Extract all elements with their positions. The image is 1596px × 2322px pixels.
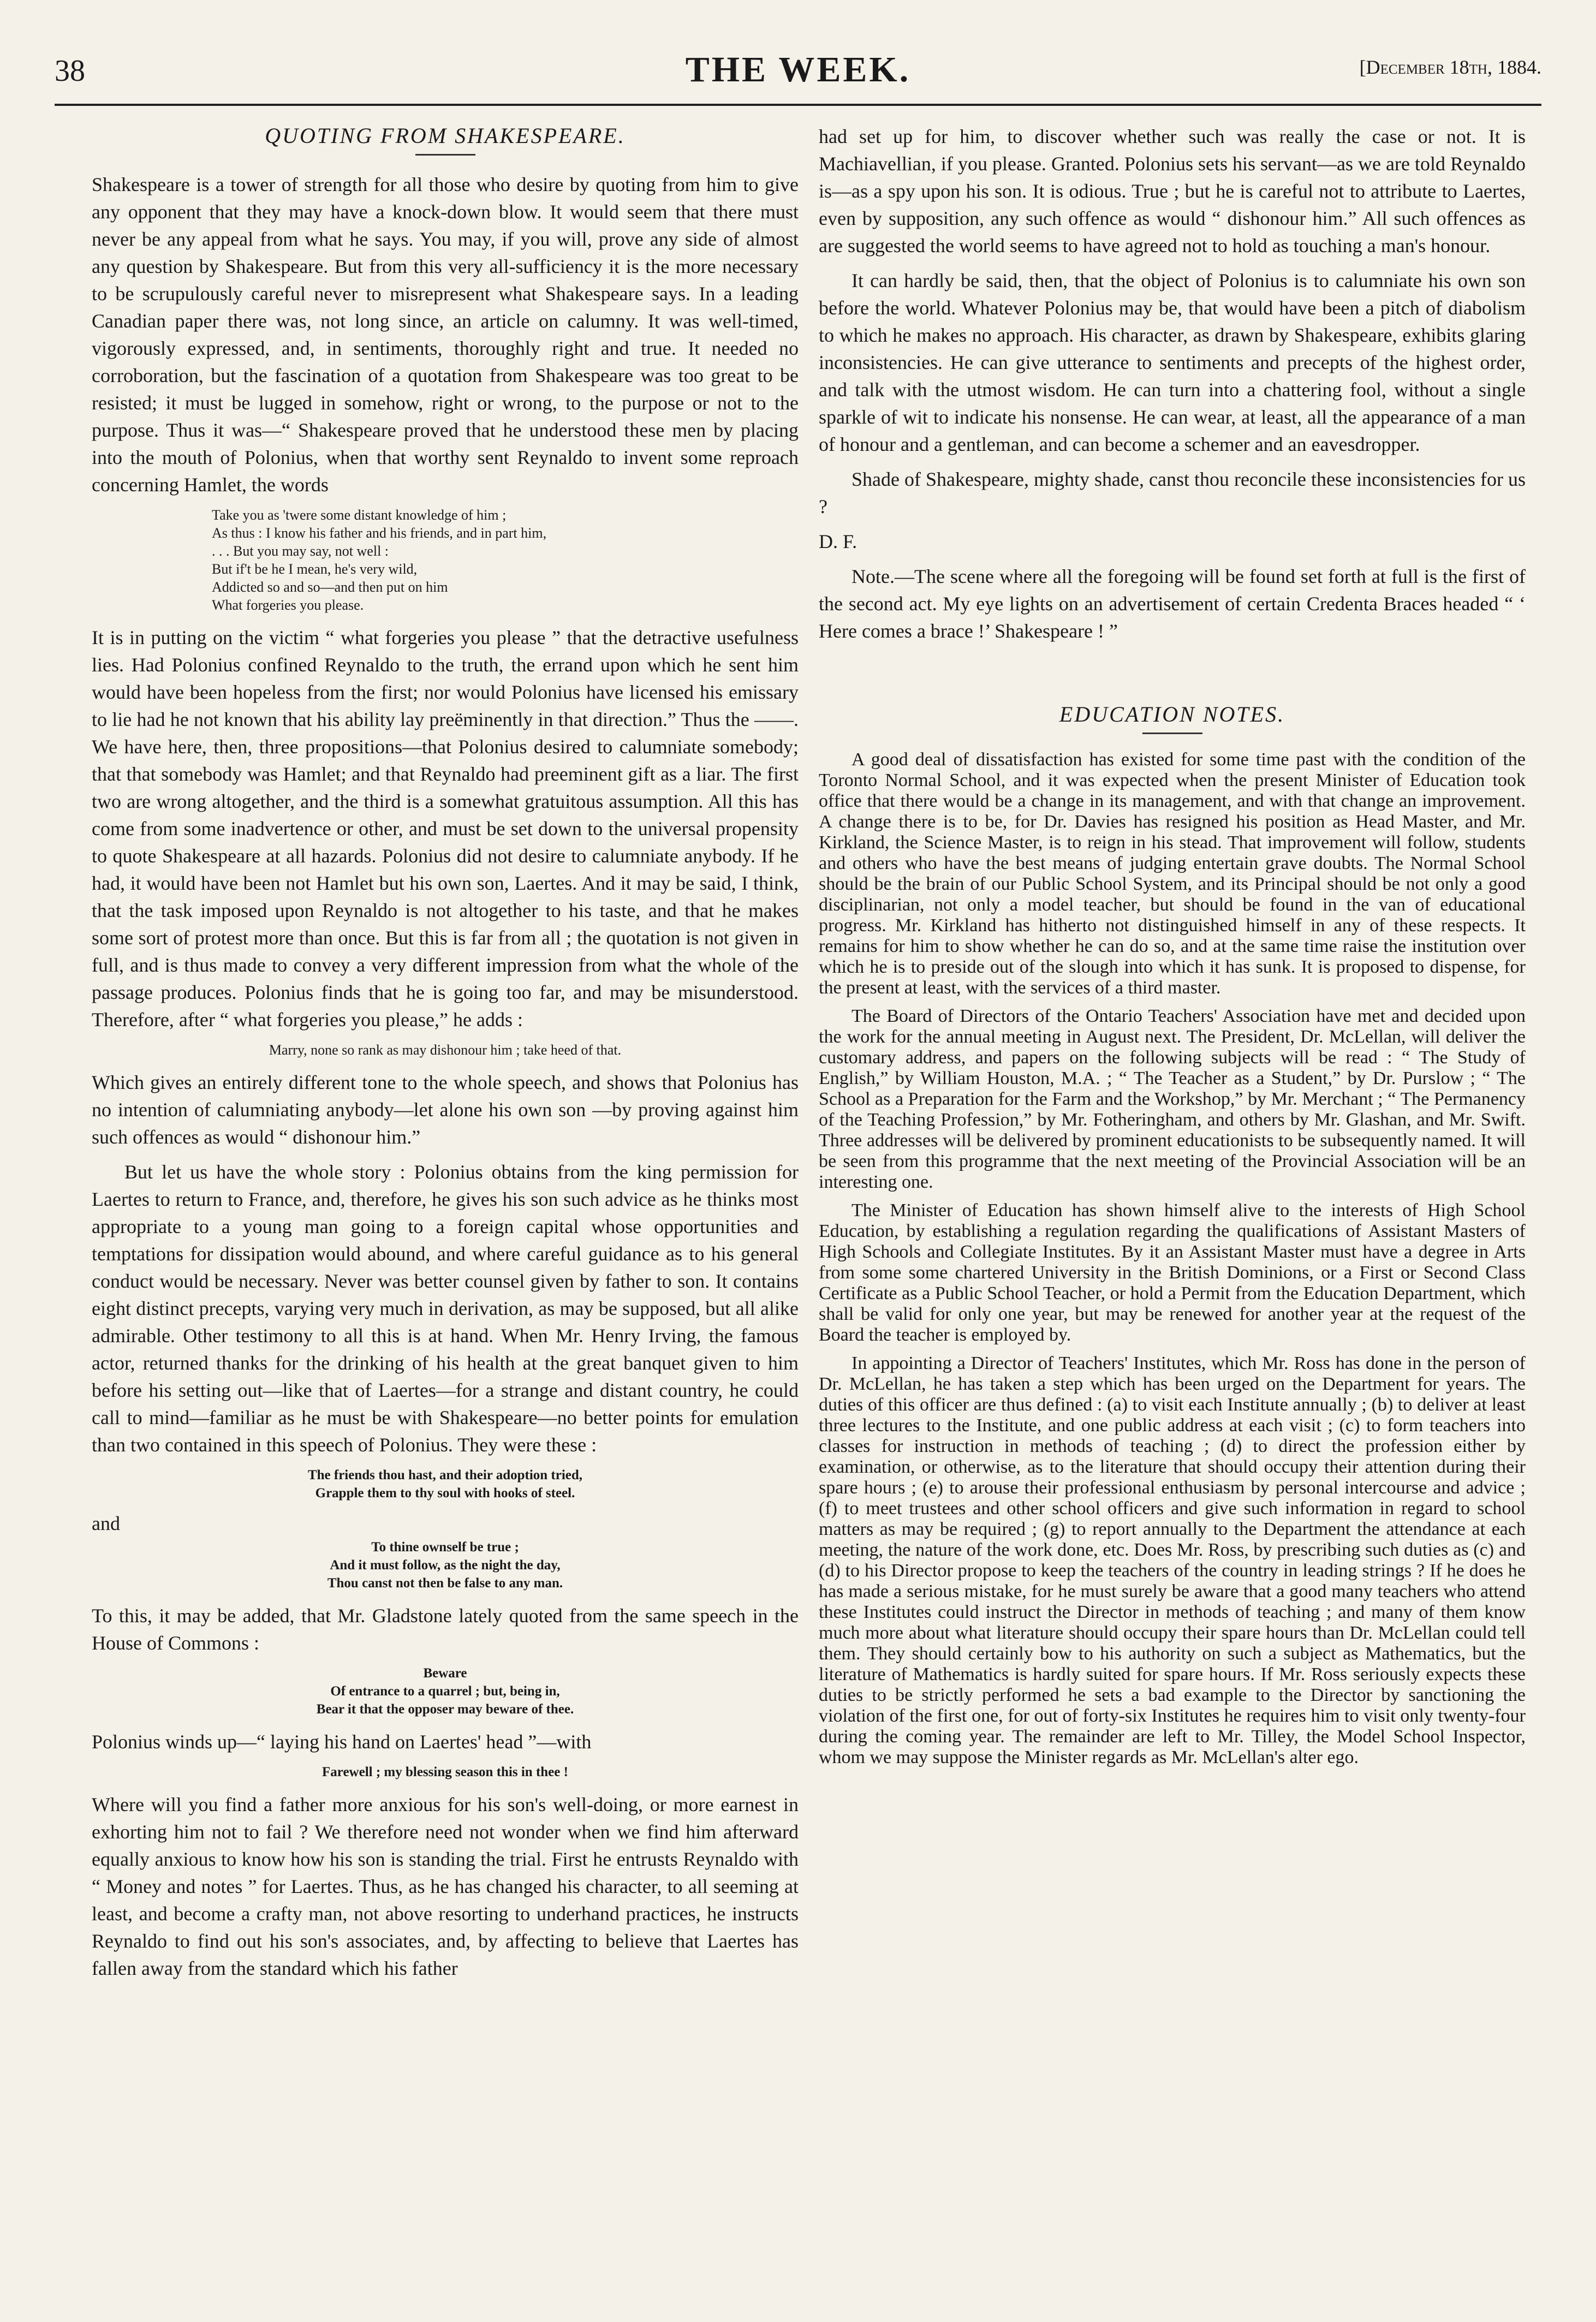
verse-line: The friends thou hast, and their adoption tried, bbox=[307, 1468, 583, 1482]
paragraph: Shakespeare is a tower of strength for all those who desire by quoting from him to give any opponent that they may have a knock-down blow. It would seem that there must never be any appeal from what he says. You may, if you will, prove any side of almost any question by Shakespeare. But from this very all-sufficiency it is the more necessary to be scrupulously careful never to misrepresent what Shakespeare says. In a leading Canadian paper there was, not long since, an article on calumny. It was well-timed, vigorously expressed, and, in sentiments, thoroughly right and true. It needed no corroboration, but the fascination of a quotation from Shakespeare was too great to be resisted; it must be lugged in somehow, right or wrong, to the purpose or not to the purpose. Thus it was—“ Shakespeare proved that he understood these men by placing into the mouth of Polonius, when that worthy sent Reynaldo to invent some reproach concerning Hamlet, the words bbox=[92, 174, 799, 496]
right-column bbox=[819, 123, 1526, 1776]
paragraph: It can hardly be said, then, that the object of Polonius is to calumniate his own son before the world. Whatever Polonius may be, that would have been a pitch of diabolism to which he makes no approach. His character, as drawn by Shakespeare, exhibits glaring inconsistencies. He can give utterance to sentiments and precepts of the highest order, and talk with the utmost wisdom. He can turn into a chattering fool, without a single sparkle of wit to indicate his nonsense. He can wear, at least, all the appearance of a man of honour and a gentleman, and can become a schemer and an eavesdropper. bbox=[819, 270, 1526, 455]
paragraph: But let us have the whole story : Polonius obtains from the king permission for Laertes to return to France, and, therefore, he gives his son such advice as he thinks most appropriate to a young man going to a foreign capital whose opportunities and temptations for dissipation would abound, and where careful guidance as to his general conduct would be necessary. Never was better counsel given by father to son. It contains eight distinct precepts, varying very much in derivation, as may be supposed, but all alike admirable. Other testimony to all this is at hand. When Mr. Henry Irving, the famous actor, returned thanks for the drinking of his health at the great banquet given to him before his setting out—like that of Laertes—for a strange and distant country, he could call to mind—familiar as he must be with Shakespeare—no better points for emulation than two contained in this speech of Polonius. They were these : bbox=[92, 1161, 799, 1456]
issue-date: [December 18th, 1884. bbox=[1359, 56, 1541, 78]
journal-title: THE WEEK. bbox=[685, 50, 911, 90]
verse-line: . . . But you may say, not well : bbox=[212, 543, 389, 559]
header-rule bbox=[55, 104, 1541, 106]
verse-line: Thou canst not then be false to any man. bbox=[327, 1576, 563, 1591]
paragraph: It is in putting on the victim “ what forgeries you please ” that the detractive usefulness lies. Had Polonius confined Reynaldo to the truth, the errand upon which he sent him would have been hopeless from the first; nor would Polonius have licensed his emissary to lie had he not known that his ability lay preëminently in that direction.” Thus the ——. We have here, then, three propositions—that Polonius desired to calumniate somebody; that that somebody was Hamlet; and that Reynaldo had preeminent gift as a liar. The first two are wrong altogether, and the third is a somewhat gratuitous assumption. All this has come from some inadvertence or other, and must be set down to the universal propensity to quote Shakespeare at all hazards. Polonius did not desire to calumniate anybody. If he had, it would have been not Hamlet but his own son, Laertes. And it may be said, I think, that the task imposed upon Reynaldo is not altogether to his taste, and that he makes some sort of protest more than once. But this is far from all ; the quotation is not given in full, and is thus made to convey a very different impression from what the whole of the passage produces. Polonius finds that he is going too far, and may be misunderstood. Therefore, after “ what forgeries you please,” he adds : bbox=[92, 627, 799, 1031]
quotation-block bbox=[92, 1466, 799, 1502]
page-header bbox=[55, 49, 1541, 98]
quotation-block bbox=[92, 1041, 799, 1059]
left-column bbox=[92, 123, 799, 1990]
paragraph: In appointing a Director of Teachers' Institutes, which Mr. Ross has done in the person of Dr. McLellan, he has taken a step which has been urged on the Department for years. The duties of this officer are thus defined : (a) to visit each Institute annually ; (b) to deliver at least three lectures to the Institute, and one public address at each visit ; (c) to form teachers into classes for instruction in methods of teaching ; (d) to direct the profession either by examination, or otherwise, as to the literature that should occupy their attention during their spare hours ; (e) to arouse their professional enthusiasm by personal intercourse and advice ; (f) to meet trustees and other school officers and give such information in regard to school matters as may be required ; (g) to report annually to the Department the attendance at each meeting, the nature of the work done, etc. Does Mr. Ross, by prescribing such duties as (c) and (d) to his Director propose to keep the teachers of the country in leading strings ? If he does he has made a serious mistake, for he must surely be aware that a good many teachers who attend these Institutes could instruct the Director in methods of teaching ; and many of them know much more about what literature should occupy their spare hours than Dr. McLellan could tell them. They should certainly bow to his authority on such a subject as Mathematics, but the literature of Mathematics is hardly suited for spare hours. If Mr. Ross seriously expects these duties to be strictly performed he sets a bad example to the Director by sanctioning the violation of the first one, for out of forty-six Institutes he requires him to visit only twenty-four during the coming year. The remainder are left to Mr. Tilley, the Model School Inspector, whom we may suppose the Minister regards as Mr. McLellan's alter ego. bbox=[819, 1353, 1526, 1767]
article-title-quoting: QUOTING FROM SHAKESPEARE. bbox=[265, 123, 626, 148]
verse-line: Marry, none so rank as may dishonour him ; take heed of that. bbox=[269, 1042, 622, 1058]
verse-line: As thus : I know his father and his friends, and in part him, bbox=[212, 525, 547, 541]
title-rule bbox=[415, 154, 475, 156]
paragraph: The Board of Directors of the Ontario Teachers' Association have met and decided upon the work for the annual meeting in August next. The President, Dr. McLellan, will deliver the customary address, and papers on the following subjects will be read : “ The Study of English,” by William Houston, M.A. ; “ The Teacher as a Student,” by Dr. Purslow ; “ The School as a Preparation for the Farm and the Workshop,” by Mr. Merchant ; “ The Permanency of the Teaching Profession,” by Mr. Fotheringham, and others by Mr. Glashan, and Mr. Swift. Three addresses will be delivered by prominent educationists to be subsequently named. It will be seen from this programme that the next meeting of the Provincial Association will be an interesting one. bbox=[819, 1006, 1526, 1192]
verse-line: Beware bbox=[423, 1666, 467, 1681]
verse-line: Addicted so and so—and then put on him bbox=[212, 579, 448, 595]
paragraph: had set up for him, to discover whether such was really the case or not. It is Machiavellian, if you please. Granted. Polonius sets his servant—as we are told Reynaldo is—as a spy upon his son. It is odious. True ; but he is careful not to attribute to Laertes, even by supposition, any such offence as would “ dishonour him.” All such offences as are suggested the world seems to have agreed not to hold as touching a man's honour. bbox=[819, 126, 1526, 257]
paragraph: Polonius winds up—“ laying his hand on Laertes' head ”—with bbox=[92, 1731, 592, 1753]
quotation-block bbox=[92, 1664, 799, 1718]
quotation-block bbox=[92, 1538, 799, 1592]
article-title-education: EDUCATION NOTES. bbox=[1059, 702, 1285, 727]
paragraph: Shade of Shakespeare, mighty shade, canst thou reconcile these inconsistencies for us ? bbox=[819, 468, 1526, 517]
paragraph: The Minister of Education has shown himself alive to the interests of High School Education, by establishing a regulation regarding the qualifications of Assistant Masters of High Schools and Collegiate Institutes. By it an Assistant Master must have a degree in Arts from some some chartered University in the British Dominions, or a First or Second Class Certificate as a Public School Teacher, or hold a Permit from the Education Department, which shall be valid for only one year, but may be renewed for another year at the request of the Board the teacher is employed by. bbox=[819, 1200, 1526, 1345]
note-paragraph: Note.—The scene where all the foregoing will be found set forth at full is the first of the second act. My eye lights on an advertisement of certain Credenta Braces headed “ ‘ Here comes a brace !’ Shakespeare ! ” bbox=[819, 565, 1526, 642]
verse-line: Of entrance to a quarrel ; but, being in, bbox=[330, 1684, 560, 1699]
author-signature: D. F. bbox=[819, 531, 857, 552]
paragraph: To this, it may be added, that Mr. Gladstone lately quoted from the same speech in the House of Commons : bbox=[92, 1605, 799, 1654]
verse-line: Bear it that the opposer may beware of thee. bbox=[316, 1702, 574, 1717]
paragraph: A good deal of dissatisfaction has existed for some time past with the condition of the Toronto Normal School, and it was expected when the present Minister of Education took office that there would be a change in its management, and with that change an improvement. A change there is to be, for Dr. Davies has resigned his position as Head Master, and Mr. Kirkland, the Science Master, is to reign in his stead. That improvement will follow, students and others who have the best means of judging entertain grave doubts. The Normal School should be the brain of our Public School System, and its Principal should be not only a good disciplinarian, not only a model teacher, but should be found in the van of educational progress. Mr. Kirkland has hitherto not distinguished himself in any of these respects. It remains for him to show whether he can do so, and at the same time raise the institution over which he is to preside out of the slough into which it has sunk. It is proposed to dispense, for the present at least, with the services of a third master. bbox=[819, 749, 1526, 998]
verse-line: What forgeries you please. bbox=[212, 597, 364, 613]
paragraph: Where will you find a father more anxious for his son's well-doing, or more earnest in exhorting him not to fail ? We therefore need not wonder when we find him afterward equally anxious to know how his son is standing the trial. First he entrusts Reynaldo with “ Money and notes ” for Laertes. Thus, as he has changed his character, to all seeming at least, and become a crafty man, not above resorting to underhand practices, he instructs Reynaldo to find out his son's associates, and, by affecting to believe that Laertes has fallen away from the standard which his father bbox=[92, 1794, 799, 1979]
quotation-block bbox=[92, 506, 799, 614]
verse-line: Farewell ; my blessing season this in thee ! bbox=[322, 1765, 568, 1779]
verse-line: And it must follow, as the night the day, bbox=[330, 1558, 561, 1573]
paragraph: Which gives an entirely different tone to the whole speech, and shows that Polonius has no intention of calumniating anybody—let alone his own son —by proving against him such offences as would “ dishonour him.” bbox=[92, 1071, 799, 1148]
page-number: 38 bbox=[55, 54, 85, 88]
connective-and: and bbox=[92, 1513, 120, 1534]
quotation-block bbox=[92, 1763, 799, 1781]
verse-line: Take you as 'twere some distant knowledge of him ; bbox=[212, 507, 507, 523]
title-rule bbox=[1142, 733, 1202, 734]
verse-line: To thine ownself be true ; bbox=[371, 1540, 519, 1555]
verse-line: But if't be he I mean, he's very wild, bbox=[212, 561, 418, 577]
verse-line: Grapple them to thy soul with hooks of steel. bbox=[315, 1486, 575, 1501]
